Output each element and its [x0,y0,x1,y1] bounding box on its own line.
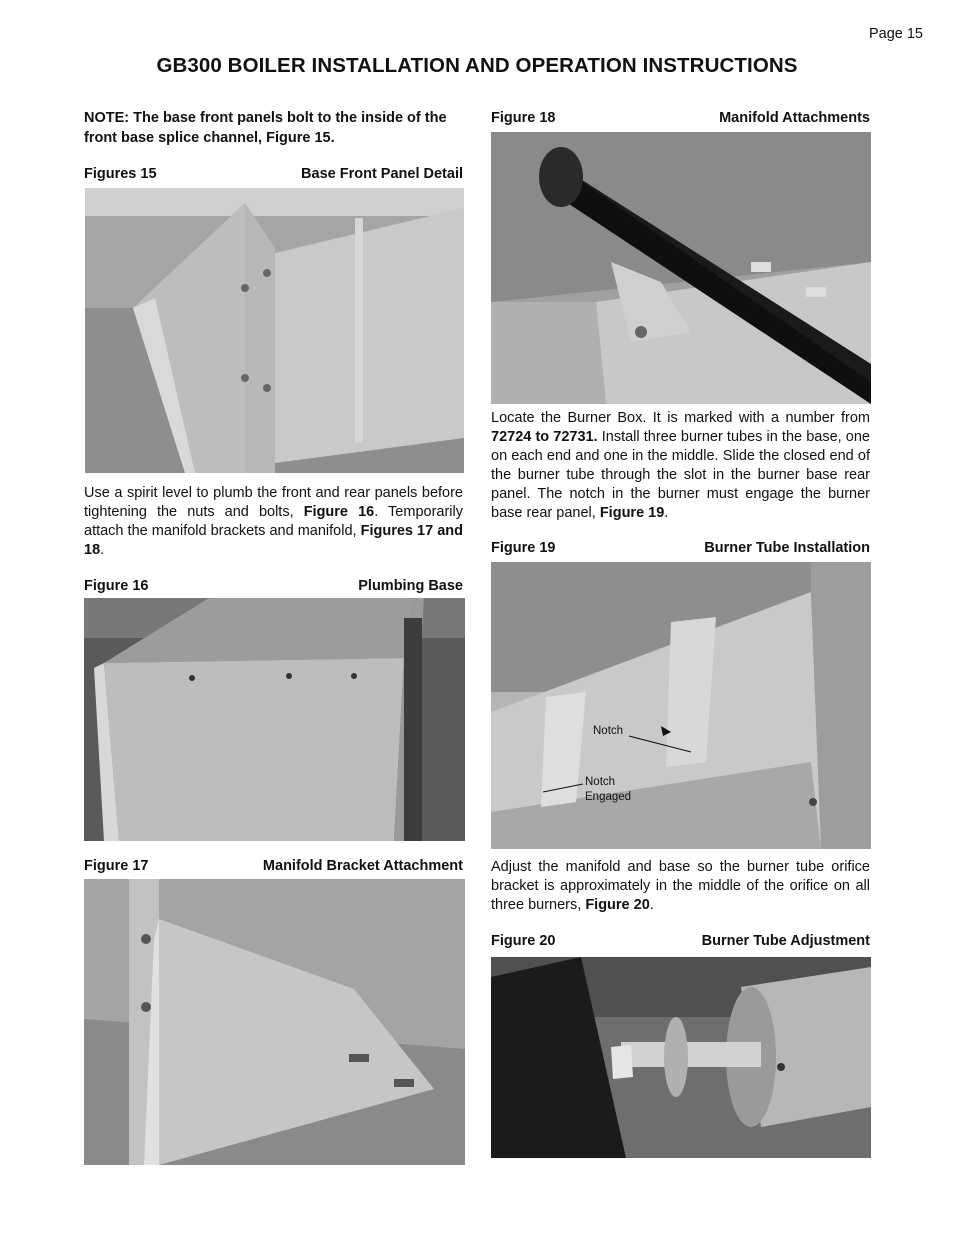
paragraph-burner-box: Locate the Burner Box. It is marked with a number from 72724 to 72731. Install three burner tubes in the base, one on each end and one in the middle. Slide the closed end of the burner tube through the slot in the burner base rear panel. The notch in the burner must engage the burner base rear panel, Figure 19. [491,410,870,521]
figure-15-photo [85,188,464,473]
figure-17-photo [84,879,465,1165]
paragraph-adjust: Adjust the manifold and base so the burner tube orifice bracket is approximately in the middle of the orifice on all three burners, Figure 20. [491,859,870,913]
figure-18-label: Figure 18 [491,110,556,126]
figure-19-photo [491,562,871,849]
figure-20-caption [491,933,870,949]
figure-20-title: Burner Tube Adjustment [701,933,870,949]
figure-17-label: Figure 17 [84,858,149,874]
callout-notch: Notch [593,725,624,737]
figure-15-label: Figures 15 [84,166,157,182]
figure-20-photo [491,957,871,1158]
paragraph-plumb: Use a spirit level to plumb the front and rear panels before tightening the nuts and bolts, Figure 16. Temporarily attach the manifold brackets and manifold, Figures 17 and 18. [84,485,463,558]
figure-16-caption [84,578,463,594]
figure-18-title: Manifold Attachments [719,110,870,126]
figure-19-label: Figure 19 [491,540,556,556]
figure-19-title: Burner Tube Installation [704,540,870,556]
figure-17-title: Manifold Bracket Attachment [262,858,463,874]
note-text: NOTE: The base front panels bolt to the inside of the front base splice channel, Figure 15. [84,110,447,146]
figure-19-caption [491,540,870,556]
figure-16-photo [84,598,465,841]
figure-20-label: Figure 20 [491,933,556,949]
figure-18-caption [491,110,870,126]
figure-16-label: Figure 16 [84,578,149,594]
figure-18-photo [491,132,871,404]
figure-17-caption [84,858,463,874]
page-title: GB300 BOILER INSTALLATION AND OPERATION INSTRUCTIONS [156,54,798,77]
callout-notch-engaged-2: Engaged [585,791,632,803]
figure-16-title: Plumbing Base [358,578,463,594]
page-number: Page 15 [868,26,923,42]
figure-15-caption [84,166,463,182]
figure-15-title: Base Front Panel Detail [301,166,463,182]
callout-notch-engaged-1: Notch [585,776,616,788]
